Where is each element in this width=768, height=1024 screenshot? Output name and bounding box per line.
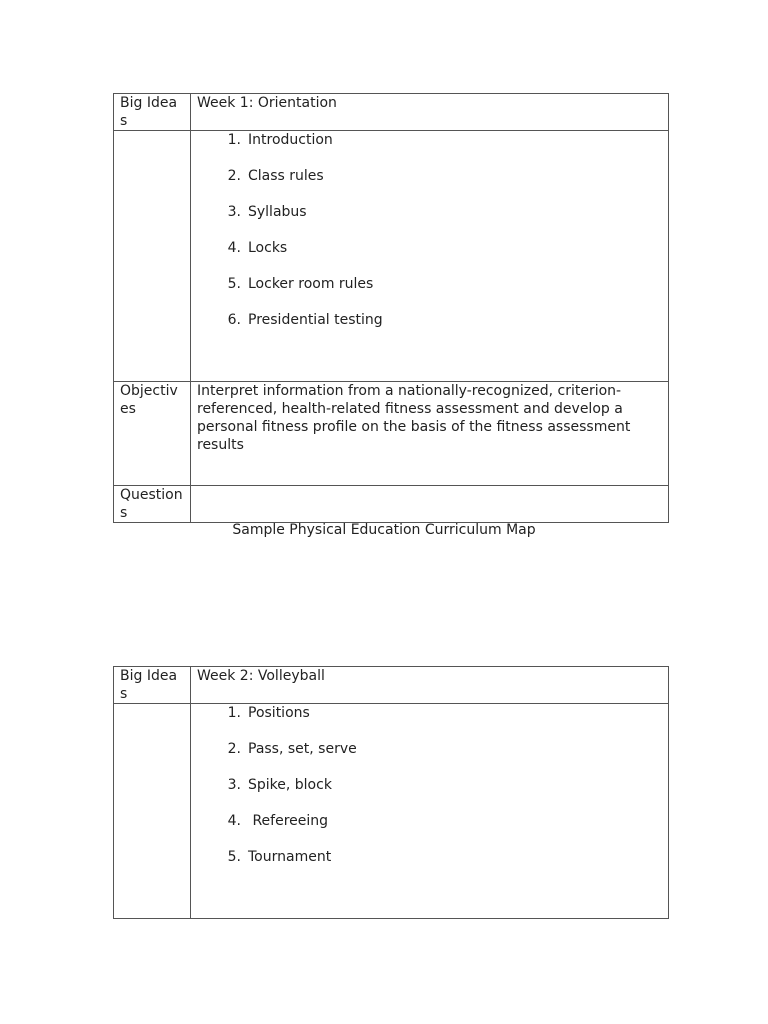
item-number: 1.: [227, 705, 241, 721]
week-1-table: [113, 93, 669, 523]
topic-list: [197, 704, 662, 884]
objectives-text: Interpret information from a nationally-recognized, criterion-referenced, health-related fitness assessment and develop a personal fitness profile on the basis of the fitness assessment results: [191, 382, 669, 486]
item-text: Presidential testing: [248, 312, 383, 328]
item-text: Pass, set, serve: [248, 741, 357, 757]
item-text: Refereeing: [248, 813, 329, 829]
topics-label-cell: [114, 704, 191, 919]
item-text: Locker room rules: [248, 276, 374, 292]
list-item: [197, 776, 662, 812]
topics-row: [114, 131, 669, 382]
item-number: 4.: [227, 240, 241, 256]
big-ideas-row: [114, 94, 669, 131]
item-number: 2.: [227, 741, 241, 757]
week-title: Week 2: Volleyball: [191, 667, 669, 704]
item-number: 1.: [227, 132, 241, 148]
questions-label: Questions: [114, 486, 191, 523]
topics-cell: [191, 131, 669, 382]
questions-row: [114, 486, 669, 523]
big-ideas-label: Big Ideas: [114, 667, 191, 704]
item-text: Syllabus: [248, 204, 307, 220]
list-item: [197, 311, 662, 347]
list-item: [197, 167, 662, 203]
item-number: 4.: [227, 813, 241, 829]
objectives-row: [114, 382, 669, 486]
item-number: 3.: [227, 204, 241, 220]
item-number: 3.: [227, 777, 241, 793]
topics-label-cell: [114, 131, 191, 382]
objectives-label: Objectives: [114, 382, 191, 486]
item-number: 2.: [227, 168, 241, 184]
item-text: Spike, block: [248, 777, 332, 793]
list-item: [197, 239, 662, 275]
item-number: 5.: [227, 276, 241, 292]
list-item: [197, 740, 662, 776]
item-number: 5.: [227, 849, 241, 865]
list-item: [197, 275, 662, 311]
item-text: Class rules: [248, 168, 324, 184]
big-ideas-row: [114, 667, 669, 704]
topics-cell: [191, 704, 669, 919]
item-text: Introduction: [248, 132, 333, 148]
list-item: [197, 704, 662, 740]
week-2-table: [113, 666, 669, 919]
item-text: Positions: [248, 705, 310, 721]
topics-row: [114, 704, 669, 919]
document-caption: Sample Physical Education Curriculum Map: [232, 522, 536, 538]
item-number: 6.: [227, 312, 241, 328]
questions-text: [191, 486, 669, 523]
topic-list: [197, 131, 662, 347]
list-item: [197, 203, 662, 239]
item-text: Locks: [248, 240, 288, 256]
item-text: Tournament: [248, 849, 332, 865]
list-item: [197, 848, 662, 884]
list-item: [197, 812, 662, 848]
week-title: Week 1: Orientation: [191, 94, 669, 131]
list-item: [197, 131, 662, 167]
big-ideas-label: Big Ideas: [114, 94, 191, 131]
